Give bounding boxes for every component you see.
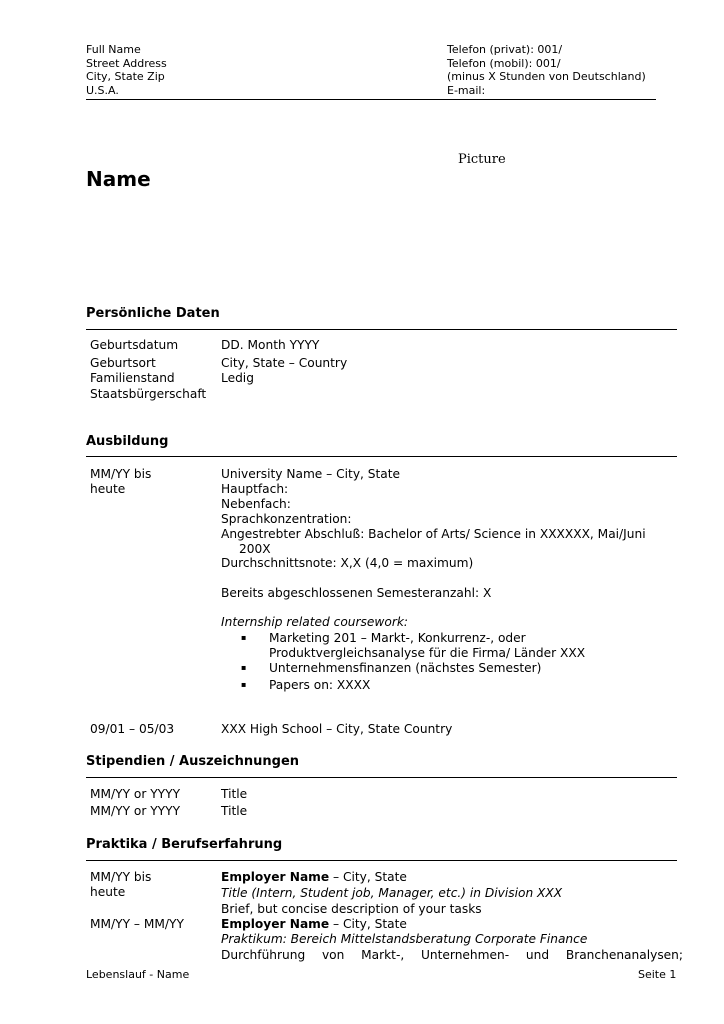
highschool-date: 09/01 – 05/03 <box>90 722 175 736</box>
bullet-icon: ▪ <box>241 680 247 689</box>
job1-location: – City, State <box>329 870 407 884</box>
job2-role: Praktikum: Bereich Mittelstandsberatung Corporate Finance <box>221 932 588 946</box>
label-birthdate: Geburtsdatum <box>90 338 179 352</box>
coursework-title: Internship related coursework: <box>221 615 408 629</box>
section-title-education: Ausbildung <box>86 434 169 449</box>
job1-employer: Employer Name <box>221 870 330 884</box>
job2-description: Durchführung von Markt-, Unternehmen- und Branchenanalysen; <box>221 948 683 962</box>
country-line: U.S.A. <box>86 83 119 97</box>
job2-employer: Employer Name <box>221 917 330 931</box>
award-date-2: MM/YY or YYYY <box>90 804 181 818</box>
bullet-icon: ▪ <box>241 633 247 642</box>
job1-employer-line <box>221 870 407 885</box>
city-line: City, State Zip <box>86 70 165 83</box>
label-marital-status: Familienstand <box>90 371 175 385</box>
footer-left: Lebenslauf - Name <box>86 968 190 981</box>
personal-rule <box>86 329 677 330</box>
experience-rule <box>86 860 677 861</box>
timezone-note-line: (minus X Stunden von Deutschland) <box>447 70 646 83</box>
label-birthplace: Geburtsort <box>90 356 156 370</box>
contact-address-block <box>86 43 167 97</box>
job2-date: MM/YY – MM/YY <box>90 917 184 931</box>
email-line: E-mail: <box>447 83 486 97</box>
education-rule <box>86 456 677 457</box>
value-birthdate: DD. Month YYYY <box>221 338 320 352</box>
degree-year-line: 200X <box>239 542 271 556</box>
gpa-line: Durchschnittsnote: X,X (4,0 = maximum) <box>221 556 474 570</box>
job1-date-start: MM/YY bis <box>90 870 152 884</box>
header-rule <box>86 99 656 100</box>
education-date-start: MM/YY bis <box>90 467 152 481</box>
university-line: University Name – City, State <box>221 467 401 481</box>
bullet-icon: ▪ <box>241 663 247 672</box>
education-date-end: heute <box>90 482 126 496</box>
concentration-line: Sprachkonzentration: <box>221 512 352 526</box>
job2-employer-line <box>221 917 407 932</box>
section-title-personal: Persönliche Daten <box>86 306 220 321</box>
job1-role: Title (Intern, Student job, Manager, etc.) in Division XXX <box>221 886 563 900</box>
course-item-3: Papers on: XXXX <box>269 678 371 692</box>
contact-phone-block <box>447 43 646 97</box>
page-title: Name <box>86 167 151 191</box>
highschool-line: XXX High School – City, State Country <box>221 722 453 736</box>
section-title-experience: Praktika / Berufserfahrung <box>86 837 283 852</box>
awards-rule <box>86 777 677 778</box>
page-number: Seite 1 <box>638 968 677 981</box>
section-title-awards: Stipendien / Auszeichnungen <box>86 754 300 769</box>
course-item-1-cont: Produktvergleichsanalyse für die Firma/ Länder XXX <box>269 646 586 660</box>
major-line: Hauptfach: <box>221 482 289 496</box>
value-marital-status: Ledig <box>221 371 254 385</box>
course-item-1: Marketing 201 – Markt-, Konkurrenz-, oder <box>269 631 526 645</box>
course-item-2: Unternehmensfinanzen (nächstes Semester) <box>269 661 542 675</box>
award-title-2: Title <box>221 804 248 818</box>
phone-private-line: Telefon (privat): 001/ <box>447 43 563 56</box>
award-date-1: MM/YY or YYYY <box>90 787 181 801</box>
full-name-line: Full Name <box>86 43 141 56</box>
phone-mobile-line: Telefon (mobil): 001/ <box>447 56 561 70</box>
value-birthplace: City, State – Country <box>221 356 348 370</box>
label-citizenship: Staatsbürgerschaft <box>90 387 207 401</box>
job2-location: – City, State <box>329 917 407 931</box>
job1-description: Brief, but concise description of your tasks <box>221 902 482 916</box>
job1-date-end: heute <box>90 885 126 899</box>
street-line: Street Address <box>86 56 167 70</box>
award-title-1: Title <box>221 787 248 801</box>
semesters-line: Bereits abgeschlossenen Semesteranzahl: X <box>221 586 492 600</box>
degree-line: Angestrebter Abschluß: Bachelor of Arts/ Science in XXXXXX, Mai/Juni <box>221 527 646 541</box>
picture-placeholder: Picture <box>458 152 506 167</box>
minor-line: Nebenfach: <box>221 497 291 511</box>
